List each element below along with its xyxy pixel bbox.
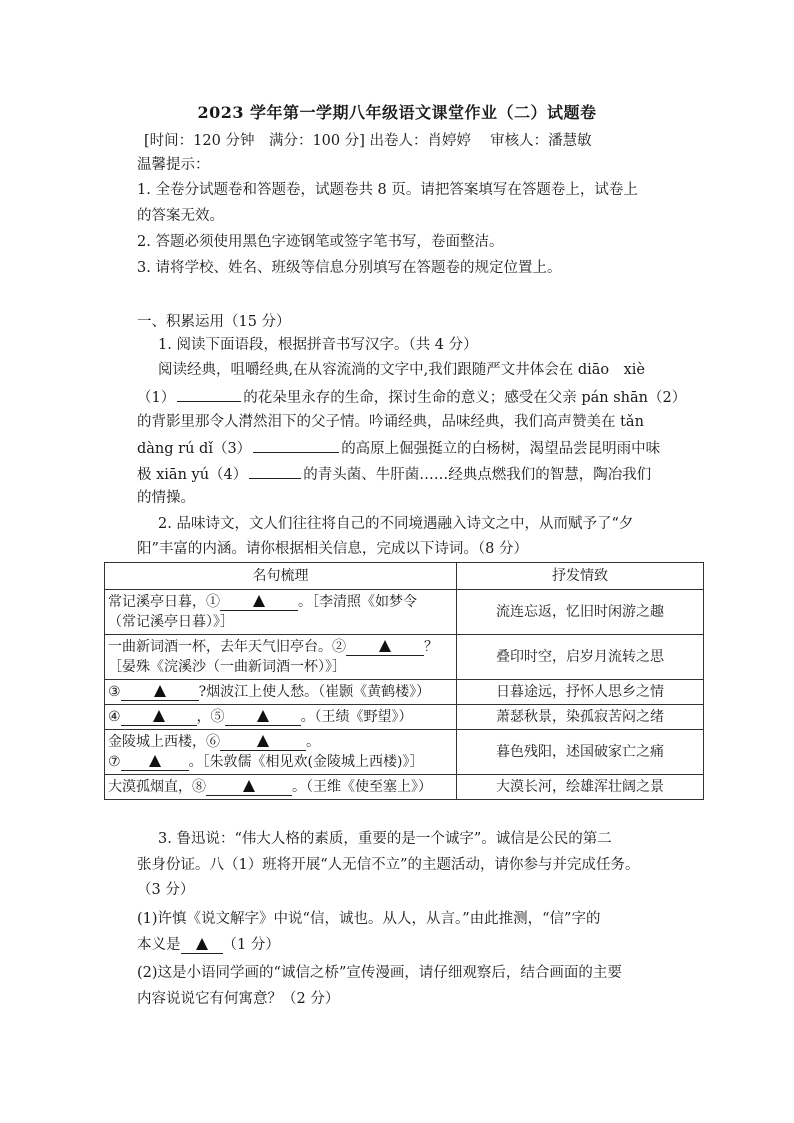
q1-text-line: 的情操。 [137, 490, 195, 506]
emotion-cell: 叠印时空，启岁月流转之思 [457, 635, 704, 680]
q1-text-line: 阅读经典，咀嚼经典,在从容流淌的文字中,我们跟随严文井体会在 diāo xiè [158, 362, 646, 378]
notice-1-cont: 的答案无效。 [137, 208, 224, 224]
triangle-icon [154, 685, 166, 697]
blank-number: （1） [137, 390, 176, 406]
poem-text: ⑦ [108, 754, 121, 770]
emotion-cell: 大漠长河，绘雄浑壮阔之景 [457, 775, 704, 800]
triangle-icon [149, 755, 161, 767]
emotion-cell: 流连忘返，忆旧时闲游之趣 [457, 590, 704, 635]
triangle-icon [196, 938, 208, 950]
poem-source: 。（王绩《野望》） [300, 709, 413, 725]
q2-prompt-cont: 阳”丰富的内涵。请你根据相关信息，完成以下诗词。（8 分） [137, 541, 528, 557]
answer-blank [206, 779, 292, 796]
poem-text: 金陵城上西楼，⑥ [108, 734, 220, 750]
table-row [105, 775, 704, 800]
q1-text-line [137, 463, 651, 485]
q3-score: （3 分） [137, 882, 195, 898]
exam-meta: [时间：120 分钟 满分：100 分] 出卷人：肖婷婷 审核人：潘慧敏 [144, 133, 592, 149]
table-header-row [105, 563, 704, 590]
q2-prompt: 2. 品味诗文，文人们往往将自己的不同境遇融入诗文之中，从而赋予了“夕 [158, 516, 634, 532]
poem-source: 。（王维《使至塞上》） [292, 779, 432, 795]
triangle-icon [153, 710, 165, 722]
q3-prompt: 3. 鲁迅说：“伟大人格的素质，重要的是一个诚字”。诚信是公民的第二 [158, 831, 612, 847]
poem-cell [105, 590, 457, 635]
poem-source: （常记溪亭日暮）》］ [108, 614, 234, 630]
poem-cell [105, 635, 457, 680]
poem-text: 一曲新词酒一杯，去年天气旧亭台。② [108, 639, 346, 655]
table-row [105, 635, 704, 680]
emotion-cell: 暮色残阳，述国破家亡之痛 [457, 730, 704, 775]
triangle-icon [243, 780, 255, 792]
poem-text: ③ [108, 684, 121, 700]
poem-text: ④ [108, 709, 121, 725]
table-row [105, 590, 704, 635]
triangle-icon [257, 710, 269, 722]
q3-sub2-cont: 内容说说它有何寓意？（2 分） [137, 991, 340, 1007]
triangle-icon [253, 595, 265, 607]
poem-cell [105, 730, 457, 775]
q1-text-line [137, 386, 686, 408]
q3-prompt-cont: 张身份证。八（1）班将开展“人无信不立”的主题活动，请你参与并完成任务。 [137, 857, 640, 873]
emotion-cell: 日暮途远，抒怀人思乡之情 [457, 680, 704, 705]
column-header: 抒发情致 [457, 563, 704, 590]
answer-blank [253, 437, 339, 453]
poem-source: 。［朱敦儒《相见欢(金陵城上西楼)》］ [188, 754, 424, 770]
answer-blank [181, 937, 223, 954]
q1-text: 的青头菌、牛肝菌……经典点燃我们的智慧，陶冶我们 [303, 467, 652, 483]
section-heading: 一、积累运用（15 分） [137, 314, 291, 330]
pinyin-text: 极 xiān yú（4） [137, 467, 248, 483]
triangle-icon [257, 735, 269, 747]
tips-label: 温馨提示： [137, 157, 210, 173]
pinyin-text: dàng rú dǐ（3） [137, 441, 252, 457]
q3-score: （1 分） [222, 937, 280, 953]
notice-1: 1. 全卷分试题卷和答题卷，试题卷共 8 页。请把答案填写在答题卷上，试卷上 [137, 182, 638, 198]
answer-blank [225, 709, 301, 726]
poem-text: 。 [306, 734, 320, 750]
q1-prompt: 1. 阅读下面语段，根据拼音书写汉字。（共 4 分） [158, 337, 478, 353]
poem-cell [105, 705, 457, 730]
column-header: 名句梳理 [105, 563, 457, 590]
table-row [105, 680, 704, 705]
poem-text: 。［李清照《如梦令 [298, 594, 417, 610]
table-row [105, 730, 704, 775]
poem-source: ［晏殊《浣溪沙（一曲新词酒一杯）》］ [108, 659, 346, 675]
poem-text: ?烟波江上使人愁。（崔颢《黄鹤楼》） [198, 684, 431, 700]
q3-sub2: (2)这是小语同学画的“诚信之桥”宣传漫画，请仔细观察后，结合画面的主要 [137, 965, 622, 981]
q3-sub1-cont [137, 935, 280, 955]
q1-text: 的高原上倔强挺立的白杨树，渴望品尝昆明雨中味 [341, 441, 661, 457]
notice-2: 2. 答题必须使用黑色字迹钢笔或签字笔书写，卷面整洁。 [137, 234, 504, 250]
answer-blank [346, 639, 424, 656]
poem-text: 大漠孤烟直，⑧ [108, 779, 206, 795]
table-row [105, 705, 704, 730]
poem-text: 常记溪亭日暮，① [108, 594, 220, 610]
q1-text: 的花朵里永存的生命，探讨生命的意义；感受在父亲 pán shān（2） [243, 390, 687, 406]
triangle-icon [379, 640, 391, 652]
answer-blank [177, 386, 241, 402]
poem-cell [105, 775, 457, 800]
q3-sub1: (1)许慎《说文解字》中说“信，诚也。从人，从言。”由此推测，“信”字的 [137, 911, 601, 927]
q1-text-line: 的背影里那令人潸然泪下的父子情。吟诵经典，品味经典，我们高声赞美在 tǎn [137, 414, 644, 430]
answer-blank [121, 754, 189, 771]
q1-text-line [137, 437, 660, 459]
emotion-cell: 萧瑟秋景，染孤寂苦闷之绪 [457, 705, 704, 730]
poem-table [104, 562, 704, 800]
answer-blank [249, 463, 301, 479]
notice-3: 3. 请将学校、姓名、班级等信息分别填写在答题卷的规定位置上。 [137, 260, 562, 276]
q3-text: 本义是 [137, 937, 181, 953]
answer-blank [220, 734, 306, 751]
exam-title: 2023 学年第一学期八年级语文课堂作业（二）试题卷 [197, 103, 597, 122]
poem-text: ？ [424, 639, 438, 655]
answer-blank [121, 684, 199, 701]
poem-cell [105, 680, 457, 705]
poem-text: ，⑤ [196, 709, 225, 725]
answer-blank [220, 594, 298, 611]
answer-blank [121, 709, 197, 726]
